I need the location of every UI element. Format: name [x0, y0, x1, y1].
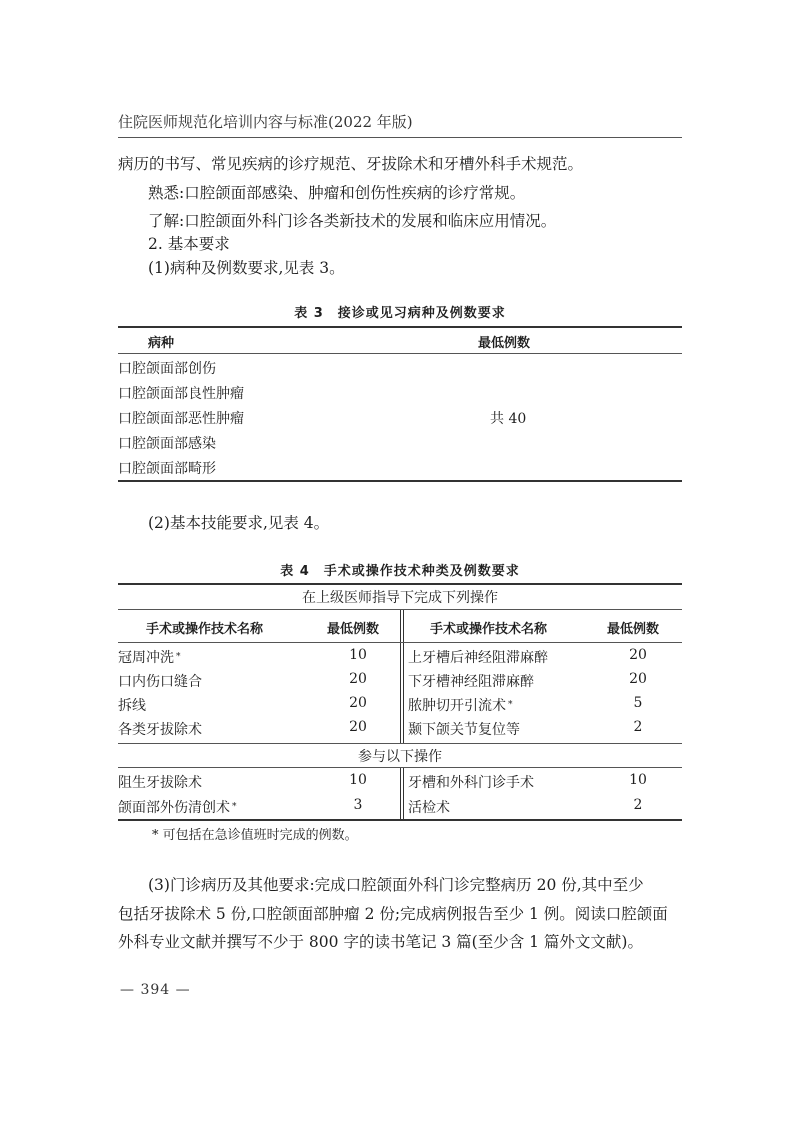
table3-cell: 口腔颌面部畸形 [118, 461, 216, 477]
table4-cell: 颌面部外伤清创术 * [118, 800, 237, 816]
paragraph: 了解:口腔颌面外科门诊各类新技术的发展和临床应用情况。 [148, 212, 557, 230]
table4-caption: 表 4 手术或操作技术种类及例数要求 [280, 564, 520, 579]
page-number: — 394 — [120, 982, 191, 998]
table4-cell: 3 [353, 797, 363, 813]
table-row [118, 695, 682, 719]
table3-cell: 口腔颌面部感染 [118, 436, 216, 452]
table3-merged-value: 共 40 [490, 411, 527, 427]
table4-cell: 2 [633, 719, 643, 735]
table-row [118, 408, 682, 432]
table3-top-rule [118, 326, 682, 328]
table4-section-supervised: 在上级医师指导下完成下列操作 [302, 590, 498, 606]
table4-cell: 10 [349, 647, 367, 663]
table4-header-min-cases: 最低例数 [326, 622, 379, 637]
table-row [118, 433, 682, 457]
table4-cell: 2 [633, 797, 643, 813]
table-row [118, 772, 682, 796]
table4-cell: 5 [633, 695, 643, 711]
table4-header-rule [118, 642, 682, 643]
table4-cell: 20 [349, 695, 367, 711]
table-row [118, 671, 682, 695]
table3-cell: 口腔颌面部良性肿瘤 [118, 386, 244, 402]
table-row [118, 719, 682, 743]
table3-bottom-rule [118, 480, 682, 482]
table4-cell: 冠周冲洗 * [118, 650, 181, 666]
table4-rule [118, 743, 682, 744]
table4-bottom-rule [118, 819, 682, 821]
table-row [118, 383, 682, 407]
table3-header-rule [118, 353, 682, 354]
paragraph: 包括牙拔除术 5 份,口腔颌面部肿瘤 2 份;完成病例报告至少 1 例。阅读口腔颌面 [118, 905, 668, 923]
table4-footnote: * 可包括在急诊值班时完成的例数。 [152, 828, 358, 843]
table4-header-min-cases: 最低例数 [606, 622, 659, 637]
table4-cell: 牙槽和外科门诊手术 [408, 775, 534, 791]
table-row [118, 797, 682, 821]
footnote-marker: * [508, 700, 513, 710]
paragraph: 病历的书写、常见疾病的诊疗规范、牙拔除术和牙槽外科手术规范。 [118, 155, 584, 173]
table4-cell: 阻生牙拔除术 [118, 775, 202, 791]
running-header: 住院医师规范化培训内容与标准(2022 年版) [118, 111, 682, 138]
table4-cell: 20 [629, 671, 647, 687]
paragraph: (2)基本技能要求,见表 4。 [148, 514, 330, 532]
table-row [118, 647, 682, 671]
table3-caption: 表 3 接诊或见习病种及例数要求 [294, 306, 506, 321]
table4-cell: 口内伤口缝合 [118, 674, 202, 690]
table4-cell: 10 [629, 772, 647, 788]
paragraph: (1)病种及例数要求,见表 3。 [148, 259, 345, 277]
table4-cell: 活检术 [408, 800, 450, 816]
section-heading: 2. 基本要求 [148, 235, 230, 253]
table3-header-min-cases: 最低例数 [478, 336, 531, 351]
table4-cell: 20 [349, 719, 367, 735]
table4-header-name: 手术或操作技术名称 [146, 622, 264, 637]
table4-top-rule [118, 583, 682, 585]
table4-section-participate: 参与以下操作 [358, 749, 442, 765]
table4-cell: 20 [629, 647, 647, 663]
table3-cell: 口腔颌面部创伤 [118, 361, 216, 377]
table4-cell: 颞下颌关节复位等 [408, 722, 520, 738]
table-row [118, 458, 682, 482]
paragraph: (3)门诊病历及其他要求:完成口腔颌面外科门诊完整病历 20 份,其中至少 [148, 876, 644, 894]
footnote-marker: * [232, 802, 237, 812]
table3-header-disease: 病种 [148, 336, 175, 351]
footnote-marker: * [176, 652, 181, 662]
table4-cell: 拆线 [118, 698, 146, 714]
paragraph: 外科专业文献并撰写不少于 800 字的读书笔记 3 篇(至少含 1 篇外文文献)。 [118, 933, 643, 951]
table4-header-name: 手术或操作技术名称 [430, 622, 548, 637]
table4-cell: 20 [349, 671, 367, 687]
table3-cell: 口腔颌面部恶性肿瘤 [118, 411, 244, 427]
table4-header-row [118, 618, 682, 642]
table4-cell: 10 [349, 772, 367, 788]
table4-cell: 各类牙拔除术 [118, 722, 202, 738]
table4-cell: 上牙槽后神经阻滞麻醉 [408, 650, 548, 666]
table4-cell: 脓肿切开引流术 * [408, 698, 513, 714]
table-row [118, 358, 682, 382]
table4-cell: 下牙槽神经阻滞麻醉 [408, 674, 534, 690]
paragraph: 熟悉:口腔颌面部感染、肿瘤和创伤性疾病的诊疗常规。 [148, 184, 526, 202]
